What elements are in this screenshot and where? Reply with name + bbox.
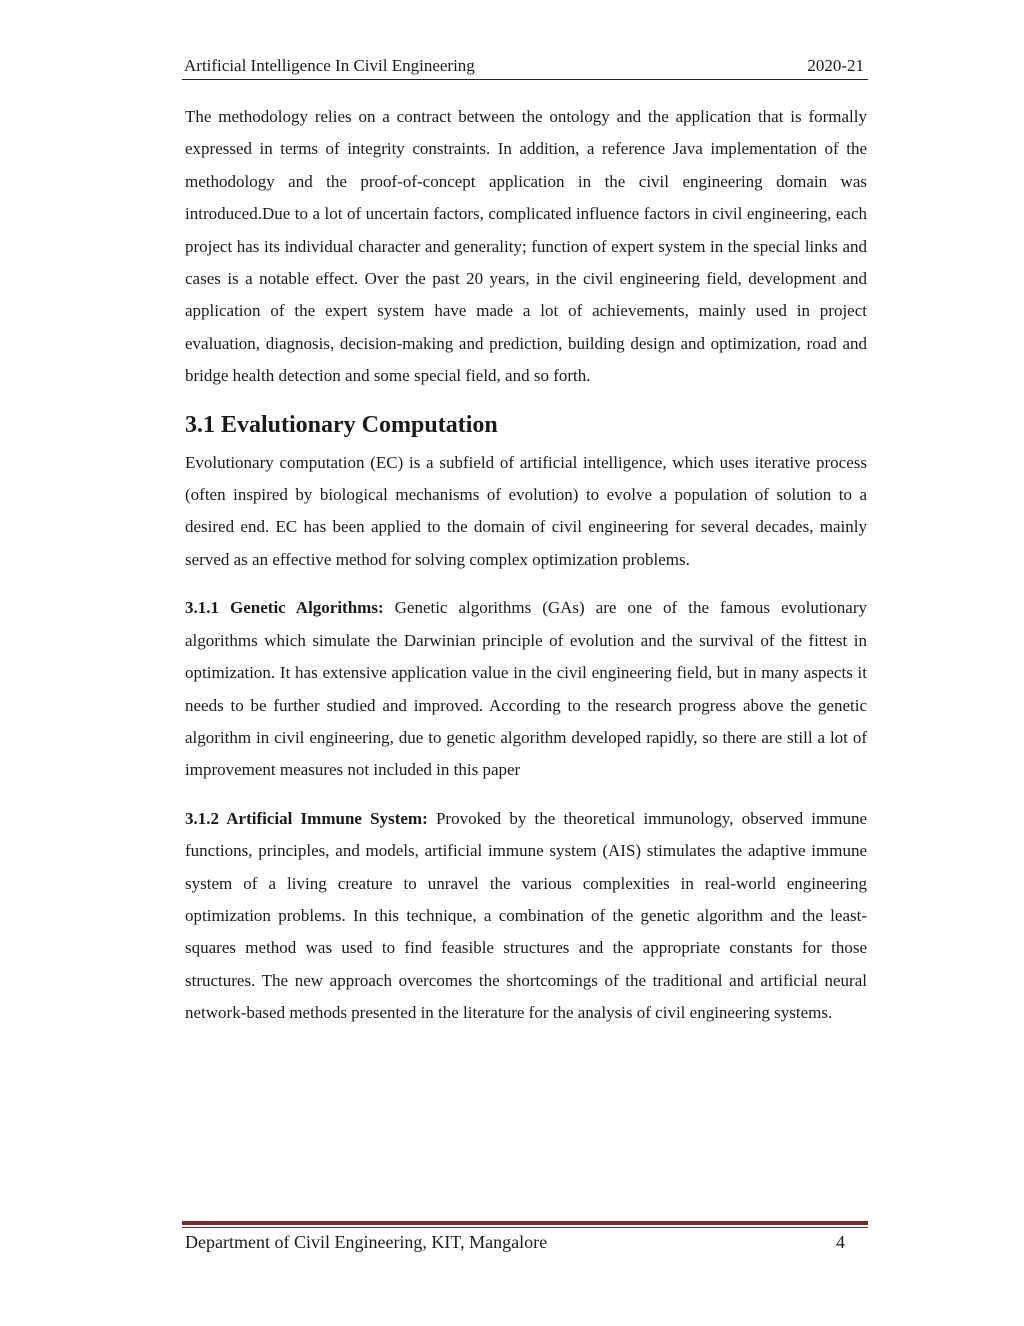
header-title: Artificial Intelligence In Civil Engineering [184,56,475,75]
header-year: 2020-21 [807,56,864,75]
page-number: 4 [836,1232,845,1252]
footer-department: Department of Civil Engineering, KIT, Mangalore [185,1232,548,1252]
header-rule [182,79,868,80]
subsection-heading-artificial-immune-system: 3.1.2 Artificial Immune System: [185,808,428,828]
artificial-immune-system-paragraph [185,803,867,1030]
page-header [184,56,868,80]
genetic-algorithms-paragraph [185,592,867,786]
section-heading: 3.1 Evalutionary Computation [185,411,498,438]
evolutionary-computation-paragraph: Evolutionary computation (EC) is a subfield of artificial intelligence, which uses iterative process (often inspired by biological mechanisms of evolution) to evolve a population of solution to a desired end. EC has been applied to the domain of civil engineering for several decades, mainly served as an effective method for solving complex optimization problems. [185,452,867,569]
footer-rule-thin [182,1227,868,1228]
subsection-heading-genetic-algorithms: 3.1.1 Genetic Algorithms: [185,598,384,618]
artificial-immune-system-text: Provoked by the theoretical immunology, observed immune functions, principles, and models, artificial immune system (AIS) stimulates the adaptive immune system of a living creature to unravel the various complexities in real-world engineering optimization problems. In this technique, a combination of the genetic algorithm and the least-squares method was used to find feasible structures and the appropriate constants for those structures. The new approach overcomes the shortcomings of the traditional and artificial neural network-based methods presented in the literature for the analysis of civil engineering systems. [185,808,867,1023]
page-body [185,101,867,1030]
genetic-algorithms-text: Genetic algorithms (GAs) are one of the famous evolutionary algorithms which simulate the Darwinian principle of evolution and the survival of the fittest in optimization. It has extensive application value in the civil engineering field, but in many aspects it needs to be further studied and improved. According to the research progress above the genetic algorithm in civil engineering, due to genetic algorithm developed rapidly, so there are still a lot of improvement measures not included in this paper [185,598,867,780]
intro-paragraph: The methodology relies on a contract between the ontology and the application that is formally expressed in terms of integrity constraints. In addition, a reference Java implementation of the methodology and the proof-of-concept application in the civil engineering domain was introduced.Due to a lot of uncertain factors, complicated influence factors in civil engineering, each project has its individual character and generality; function of expert system in the special links and cases is a notable effect. Over the past 20 years, in the civil engineering field, development and application of the expert system have made a lot of achievements, mainly used in project evaluation, diagnosis, decision-making and prediction, building design and optimization, road and bridge health detection and some special field, and so forth. [185,107,867,386]
footer-rule-thick [182,1221,868,1225]
